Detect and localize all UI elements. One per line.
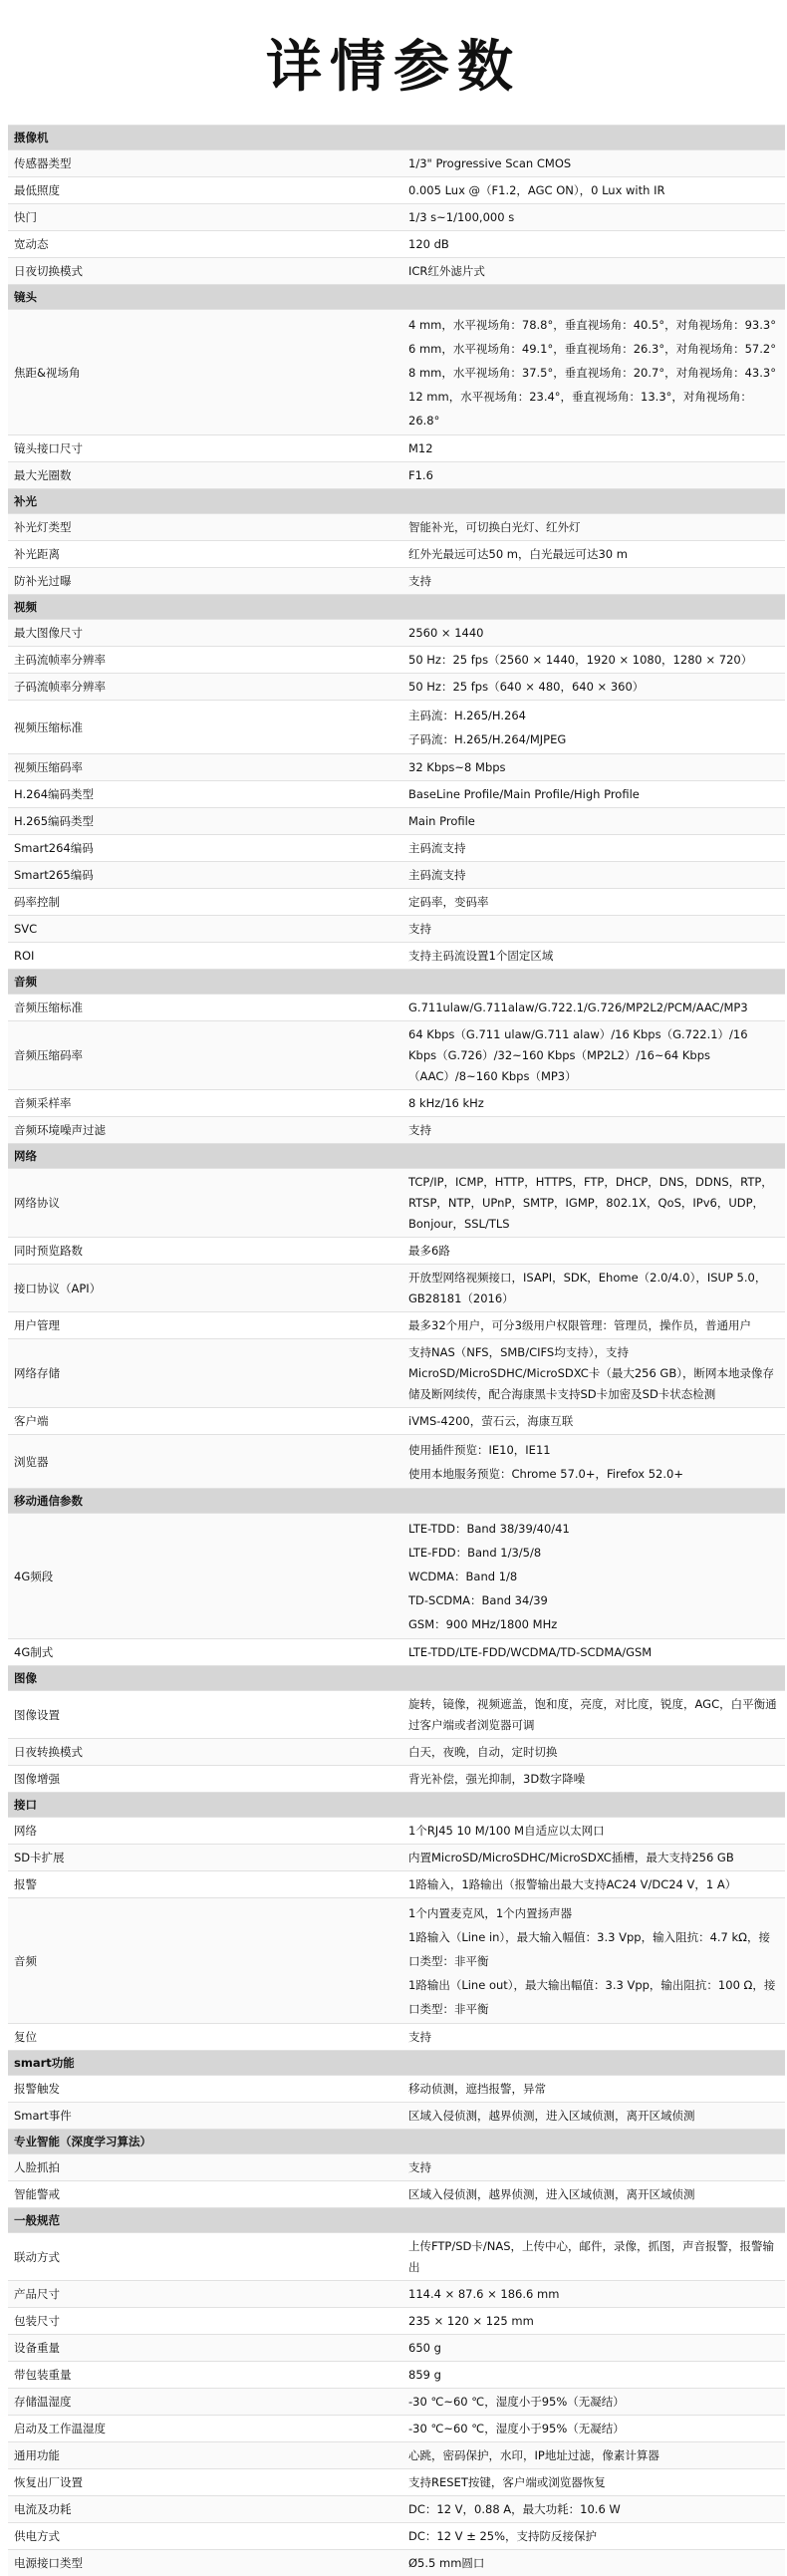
- section-title: smart功能: [8, 2051, 785, 2076]
- section-title: 图像: [8, 1666, 785, 1691]
- spec-label: 电源接口类型: [8, 2550, 396, 2576]
- spec-label: 设备重量: [8, 2335, 396, 2362]
- spec-value-line: 心跳，密码保护，水印，IP地址过滤，像素计算器: [408, 2448, 659, 2462]
- section-header: [8, 2130, 785, 2154]
- spec-value: [396, 995, 785, 1021]
- spec-value: [396, 204, 785, 231]
- section-header: [8, 1144, 785, 1169]
- spec-value: [396, 1238, 785, 1265]
- spec-value-line: 支持NAS（NFS，SMB/CIFS均支持），支持MicroSD/MicroSDHC/MicroSDXC卡（最大256 GB），断网本地录像存储及断网续传，配合海康黑卡支持SD卡加密及SD卡状态检测: [408, 1345, 774, 1401]
- spec-value: [396, 2469, 785, 2496]
- spec-value: [396, 462, 785, 489]
- spec-row: [8, 674, 785, 701]
- spec-value-line: 上传FTP/SD卡/NAS，上传中心，邮件，录像，抓图，声音报警，报警输出: [408, 2239, 774, 2274]
- spec-value-line: 内置MicroSD/MicroSDHC/MicroSDXC插槽，最大支持256 GB: [408, 1851, 734, 1864]
- spec-label: 复位: [8, 2024, 396, 2051]
- spec-label: 补光距离: [8, 541, 396, 568]
- spec-row: [8, 177, 785, 204]
- spec-value-line: 区域入侵侦测，越界侦测，进入区域侦测，离开区域侦测: [408, 2109, 695, 2123]
- spec-value-line: 4 mm，水平视场角：78.8°，垂直视场角：40.5°，对角视场角：93.3°: [408, 313, 779, 337]
- spec-value: [396, 1435, 785, 1489]
- spec-row: [8, 541, 785, 568]
- spec-label: 日夜转换模式: [8, 1739, 396, 1766]
- spec-row: [8, 1265, 785, 1312]
- spec-value-line: 50 Hz：25 fps（2560 × 1440，1920 × 1080，1280 × 720）: [408, 653, 752, 667]
- spec-label: 网络存储: [8, 1339, 396, 1408]
- spec-value-line: TCP/IP，ICMP，HTTP，HTTPS，FTP，DHCP，DNS，DDNS，RTP，RTSP，NTP，UPnP，SMTP，IGMP，802.1X，QoS，IPv6，UDP，Bonjour，SSL/TLS: [408, 1175, 773, 1231]
- spec-row: [8, 1312, 785, 1339]
- spec-row: [8, 258, 785, 285]
- spec-label: H.265编码类型: [8, 808, 396, 835]
- spec-value: [396, 781, 785, 808]
- spec-label: 启动及工作温湿度: [8, 2416, 396, 2442]
- spec-row: [8, 2076, 785, 2103]
- spec-value-line: G.711ulaw/G.711alaw/G.722.1/G.726/MP2L2/PCM/AAC/MP3: [408, 1001, 748, 1014]
- spec-label: 同时预览路数: [8, 1238, 396, 1265]
- spec-value: [396, 2103, 785, 2130]
- spec-value-line: 1路输出（Line out），最大输出幅值：3.3 Vpp，输出阻抗：100 Ω，接口类型：非平衡: [408, 1973, 779, 2021]
- spec-row: [8, 754, 785, 781]
- spec-value-line: 支持: [408, 574, 431, 588]
- spec-value: [396, 2281, 785, 2308]
- spec-label: 传感器类型: [8, 150, 396, 177]
- section-title: 一般规范: [8, 2208, 785, 2233]
- spec-label: 供电方式: [8, 2523, 396, 2550]
- spec-value-line: LTE-FDD：Band 1/3/5/8: [408, 1541, 779, 1565]
- section-header: [8, 1666, 785, 1691]
- spec-row: [8, 862, 785, 889]
- spec-value: [396, 2076, 785, 2103]
- section-header: [8, 1489, 785, 1514]
- spec-value: [396, 435, 785, 462]
- spec-value: [396, 1265, 785, 1312]
- spec-value-line: GSM：900 MHz/1800 MHz: [408, 1612, 779, 1636]
- spec-value-line: 6 mm，水平视场角：49.1°，垂直视场角：26.3°，对角视场角：57.2°: [408, 337, 779, 361]
- spec-row: [8, 835, 785, 862]
- spec-value-line: 12 mm，水平视场角：23.4°，垂直视场角：13.3°，对角视场角：26.8°: [408, 385, 779, 432]
- spec-row: [8, 568, 785, 595]
- spec-row: [8, 1021, 785, 1090]
- spec-label: 包装尺寸: [8, 2308, 396, 2335]
- spec-value: [396, 674, 785, 701]
- spec-value-line: 64 Kbps（G.711 ulaw/G.711 alaw）/16 Kbps（G.722.1）/16 Kbps（G.726）/32~160 Kbps（MP2L2）/16~64 Kbps（AAC）/8~160 Kbps（MP3）: [408, 1027, 748, 1083]
- spec-row: [8, 620, 785, 647]
- spec-value-line: 主码流支持: [408, 868, 466, 882]
- spec-label: 视频压缩标准: [8, 701, 396, 754]
- spec-value: [396, 2024, 785, 2051]
- spec-row: [8, 1871, 785, 1898]
- spec-label: 报警触发: [8, 2076, 396, 2103]
- section-title: 接口: [8, 1793, 785, 1818]
- spec-label: SVC: [8, 916, 396, 943]
- spec-value-line: 定码率，变码率: [408, 895, 489, 909]
- spec-row: [8, 1435, 785, 1489]
- spec-row: [8, 889, 785, 916]
- section-header: [8, 2208, 785, 2233]
- spec-value: [396, 647, 785, 674]
- spec-value-line: Ø5.5 mm圆口: [408, 2556, 484, 2570]
- section-header: [8, 1793, 785, 1818]
- spec-value: [396, 541, 785, 568]
- spec-value-line: DC：12 V，0.88 A，最大功耗：10.6 W: [408, 2502, 621, 2516]
- spec-value-line: 支持RESET按键，客户端或浏览器恢复: [408, 2475, 606, 2489]
- spec-label: 存储温湿度: [8, 2389, 396, 2416]
- spec-label: 最大光圈数: [8, 462, 396, 489]
- spec-row: [8, 2416, 785, 2442]
- spec-value: [396, 862, 785, 889]
- spec-label: 焦距&视场角: [8, 310, 396, 435]
- spec-label: Smart264编码: [8, 835, 396, 862]
- spec-label: 浏览器: [8, 1435, 396, 1489]
- spec-value: [396, 1339, 785, 1408]
- spec-row: [8, 1090, 785, 1117]
- spec-label: 通用功能: [8, 2442, 396, 2469]
- spec-label: Smart事件: [8, 2103, 396, 2130]
- spec-row: [8, 231, 785, 258]
- spec-label: 主码流帧率分辨率: [8, 647, 396, 674]
- spec-label: 智能警戒: [8, 2181, 396, 2208]
- spec-label: 恢复出厂设置: [8, 2469, 396, 2496]
- spec-value: [396, 2550, 785, 2576]
- spec-label: 音频环境噪声过滤: [8, 1117, 396, 1144]
- spec-label: 防补光过曝: [8, 568, 396, 595]
- spec-label: 最大图像尺寸: [8, 620, 396, 647]
- spec-row: [8, 2335, 785, 2362]
- spec-label: SD卡扩展: [8, 1845, 396, 1871]
- spec-value-line: 智能补光，可切换白光灯、红外灯: [408, 520, 581, 534]
- spec-row: [8, 150, 785, 177]
- spec-row: [8, 204, 785, 231]
- spec-value: [396, 1021, 785, 1090]
- spec-label: 人脸抓拍: [8, 2154, 396, 2181]
- spec-value-line: 2560 × 1440: [408, 626, 483, 640]
- spec-value: [396, 1090, 785, 1117]
- spec-value-line: TD-SCDMA：Band 34/39: [408, 1588, 779, 1612]
- spec-row: [8, 1898, 785, 2024]
- spec-row: [8, 2442, 785, 2469]
- spec-row: [8, 781, 785, 808]
- spec-row: [8, 1339, 785, 1408]
- spec-value-line: Main Profile: [408, 814, 475, 828]
- spec-value-line: M12: [408, 441, 433, 455]
- spec-row: [8, 1691, 785, 1739]
- spec-row: [8, 435, 785, 462]
- spec-row: [8, 943, 785, 970]
- spec-value-line: 主码流：H.265/H.264: [408, 704, 779, 727]
- spec-label: 宽动态: [8, 231, 396, 258]
- spec-value-line: LTE-TDD：Band 38/39/40/41: [408, 1517, 779, 1541]
- spec-value-line: -30 ℃~60 ℃，湿度小于95%（无凝结）: [408, 2395, 625, 2409]
- spec-value: [396, 2181, 785, 2208]
- spec-row: [8, 1639, 785, 1666]
- spec-label: 4G频段: [8, 1514, 396, 1639]
- section-title: 补光: [8, 489, 785, 514]
- spec-value-line: 最多6路: [408, 1244, 450, 1258]
- spec-value-line: DC：12 V ± 25%，支持防反接保护: [408, 2529, 597, 2543]
- spec-row: [8, 462, 785, 489]
- spec-value: [396, 568, 785, 595]
- spec-value-line: 支持: [408, 1123, 431, 1137]
- spec-value: [396, 1117, 785, 1144]
- spec-value-line: 235 × 120 × 125 mm: [408, 2314, 534, 2328]
- spec-value: [396, 889, 785, 916]
- spec-label: 子码流帧率分辨率: [8, 674, 396, 701]
- spec-row: [8, 2233, 785, 2281]
- spec-value-line: ICR红外滤片式: [408, 264, 485, 278]
- spec-value: [396, 1871, 785, 1898]
- spec-label: 快门: [8, 204, 396, 231]
- spec-value: [396, 514, 785, 541]
- spec-value-line: 1/3 s~1/100,000 s: [408, 210, 514, 224]
- spec-value-line: 旋转，镜像，视频遮盖，饱和度，亮度，对比度，锐度，AGC，白平衡通过客户端或者浏览器可调: [408, 1697, 777, 1732]
- section-title: 摄像机: [8, 126, 785, 150]
- spec-label: 码率控制: [8, 889, 396, 916]
- section-title: 专业智能（深度学习算法）: [8, 2130, 785, 2154]
- spec-value-line: 子码流：H.265/H.264/MJPEG: [408, 727, 779, 751]
- spec-value-line: BaseLine Profile/Main Profile/High Profile: [408, 787, 640, 801]
- spec-value: [396, 177, 785, 204]
- spec-row: [8, 701, 785, 754]
- spec-value-line: 114.4 × 87.6 × 186.6 mm: [408, 2287, 559, 2301]
- spec-value: [396, 1169, 785, 1238]
- spec-value-line: 8 mm，水平视场角：37.5°，垂直视场角：20.7°，对角视场角：43.3°: [408, 361, 779, 385]
- spec-value-line: WCDMA：Band 1/8: [408, 1565, 779, 1588]
- spec-label: 报警: [8, 1871, 396, 1898]
- spec-value-line: 650 g: [408, 2341, 441, 2355]
- spec-value: [396, 701, 785, 754]
- spec-row: [8, 1818, 785, 1845]
- spec-label: 音频压缩码率: [8, 1021, 396, 1090]
- spec-value: [396, 2442, 785, 2469]
- section-header: [8, 126, 785, 150]
- spec-value-line: 红外光最远可达50 m，白光最远可达30 m: [408, 547, 628, 561]
- spec-row: [8, 2024, 785, 2051]
- spec-value-line: 1个内置麦克风，1个内置扬声器: [408, 1901, 779, 1925]
- spec-row: [8, 310, 785, 435]
- spec-label: 日夜切换模式: [8, 258, 396, 285]
- spec-value-line: 50 Hz：25 fps（640 × 480，640 × 360）: [408, 680, 644, 694]
- spec-value: [396, 150, 785, 177]
- spec-value: [396, 2154, 785, 2181]
- spec-row: [8, 1117, 785, 1144]
- spec-value: [396, 916, 785, 943]
- page-title: 详情参数: [0, 0, 787, 125]
- spec-label: 网络协议: [8, 1169, 396, 1238]
- spec-value-line: 0.005 Lux @（F1.2，AGC ON），0 Lux with IR: [408, 183, 664, 197]
- section-header: [8, 970, 785, 995]
- spec-value: [396, 808, 785, 835]
- spec-value-line: 支持: [408, 2030, 431, 2044]
- spec-value-line: 主码流支持: [408, 841, 466, 855]
- spec-row: [8, 2103, 785, 2130]
- spec-value-line: 32 Kbps~8 Mbps: [408, 760, 506, 774]
- spec-row: [8, 2389, 785, 2416]
- spec-row: [8, 2181, 785, 2208]
- spec-value: [396, 2496, 785, 2523]
- spec-value-line: 1/3" Progressive Scan CMOS: [408, 156, 571, 170]
- spec-label: 音频采样率: [8, 1090, 396, 1117]
- spec-label: 音频压缩标准: [8, 995, 396, 1021]
- spec-value: [396, 310, 785, 435]
- spec-value-line: 1路输入，1路输出（报警输出最大支持AC24 V/DC24 V，1 A）: [408, 1877, 736, 1891]
- spec-value-line: 8 kHz/16 kHz: [408, 1096, 484, 1110]
- spec-row: [8, 1845, 785, 1871]
- spec-label: 镜头接口尺寸: [8, 435, 396, 462]
- spec-label: 音频: [8, 1898, 396, 2024]
- spec-value-line: 使用本地服务预览：Chrome 57.0+，Firefox 52.0+: [408, 1462, 779, 1486]
- spec-value-line: 区域入侵侦测，越界侦测，进入区域侦测，离开区域侦测: [408, 2187, 695, 2201]
- spec-row: [8, 916, 785, 943]
- spec-label: 网络: [8, 1818, 396, 1845]
- section-title: 音频: [8, 970, 785, 995]
- section-title: 网络: [8, 1144, 785, 1169]
- spec-label: 接口协议（API）: [8, 1265, 396, 1312]
- spec-value-line: 支持: [408, 2160, 431, 2174]
- spec-row: [8, 647, 785, 674]
- spec-row: [8, 2469, 785, 2496]
- spec-value: [396, 1514, 785, 1639]
- section-title: 移动通信参数: [8, 1489, 785, 1514]
- spec-value: [396, 620, 785, 647]
- spec-value-line: 1个RJ45 10 M/100 M自适应以太网口: [408, 1824, 605, 1838]
- spec-value-line: 使用插件预览：IE10，IE11: [408, 1438, 779, 1462]
- spec-row: [8, 808, 785, 835]
- spec-row: [8, 2281, 785, 2308]
- spec-label: 补光灯类型: [8, 514, 396, 541]
- spec-row: [8, 1766, 785, 1793]
- spec-label: 最低照度: [8, 177, 396, 204]
- spec-value-line: 支持: [408, 922, 431, 936]
- spec-value: [396, 1691, 785, 1739]
- section-header: [8, 285, 785, 310]
- spec-row: [8, 1169, 785, 1238]
- spec-value-line: 开放型网络视频接口，ISAPI，SDK，Ehome（2.0/4.0），ISUP 5.0，GB28181（2016）: [408, 1271, 766, 1305]
- spec-value: [396, 1312, 785, 1339]
- spec-label: 图像增强: [8, 1766, 396, 1793]
- spec-value-line: LTE-TDD/LTE-FDD/WCDMA/TD-SCDMA/GSM: [408, 1645, 652, 1659]
- spec-value: [396, 1739, 785, 1766]
- spec-value: [396, 2389, 785, 2416]
- section-title: 镜头: [8, 285, 785, 310]
- spec-value-line: 120 dB: [408, 237, 449, 251]
- spec-value-line: -30 ℃~60 ℃，湿度小于95%（无凝结）: [408, 2422, 625, 2435]
- spec-value: [396, 2335, 785, 2362]
- spec-row: [8, 2496, 785, 2523]
- spec-value: [396, 754, 785, 781]
- spec-value-line: 最多32个用户，可分3级用户权限管理：管理员，操作员，普通用户: [408, 1318, 751, 1332]
- spec-row: [8, 1408, 785, 1435]
- spec-row: [8, 1238, 785, 1265]
- spec-row: [8, 2308, 785, 2335]
- spec-value: [396, 2362, 785, 2389]
- spec-value: [396, 1639, 785, 1666]
- spec-row: [8, 2362, 785, 2389]
- spec-value: [396, 1408, 785, 1435]
- section-header: [8, 2051, 785, 2076]
- spec-value-line: 背光补偿，强光抑制，3D数字降噪: [408, 1772, 585, 1786]
- spec-label: 4G制式: [8, 1639, 396, 1666]
- spec-label: 客户端: [8, 1408, 396, 1435]
- spec-value: [396, 1766, 785, 1793]
- spec-label: H.264编码类型: [8, 781, 396, 808]
- spec-label: 产品尺寸: [8, 2281, 396, 2308]
- spec-value: [396, 835, 785, 862]
- spec-label: 电流及功耗: [8, 2496, 396, 2523]
- spec-value-line: 白天，夜晚，自动，定时切换: [408, 1745, 558, 1759]
- spec-row: [8, 2154, 785, 2181]
- spec-row: [8, 995, 785, 1021]
- spec-table: [8, 125, 785, 2576]
- spec-value-line: 859 g: [408, 2368, 441, 2382]
- spec-value-line: 1路输入（Line in），最大输入幅值：3.3 Vpp，输入阻抗：4.7 kΩ，接口类型：非平衡: [408, 1925, 779, 1973]
- spec-row: [8, 1739, 785, 1766]
- spec-value-line: iVMS-4200，萤石云，海康互联: [408, 1414, 573, 1428]
- spec-row: [8, 2523, 785, 2550]
- spec-label: 带包装重量: [8, 2362, 396, 2389]
- spec-label: ROI: [8, 943, 396, 970]
- spec-value: [396, 2416, 785, 2442]
- spec-value: [396, 231, 785, 258]
- spec-label: 用户管理: [8, 1312, 396, 1339]
- spec-value: [396, 2523, 785, 2550]
- spec-value: [396, 1898, 785, 2024]
- spec-value: [396, 1818, 785, 1845]
- spec-value: [396, 2308, 785, 2335]
- section-title: 视频: [8, 595, 785, 620]
- spec-value: [396, 943, 785, 970]
- spec-value: [396, 1845, 785, 1871]
- spec-value-line: F1.6: [408, 468, 433, 482]
- spec-row: [8, 2550, 785, 2576]
- spec-row: [8, 1514, 785, 1639]
- section-header: [8, 595, 785, 620]
- spec-label: 联动方式: [8, 2233, 396, 2281]
- spec-row: [8, 514, 785, 541]
- spec-value-line: 移动侦测，遮挡报警，异常: [408, 2082, 546, 2096]
- spec-value: [396, 258, 785, 285]
- spec-value: [396, 2233, 785, 2281]
- section-header: [8, 489, 785, 514]
- spec-label: 视频压缩码率: [8, 754, 396, 781]
- spec-label: Smart265编码: [8, 862, 396, 889]
- spec-value-line: 支持主码流设置1个固定区域: [408, 949, 553, 963]
- spec-table-body: [8, 126, 785, 2576]
- spec-label: 图像设置: [8, 1691, 396, 1739]
